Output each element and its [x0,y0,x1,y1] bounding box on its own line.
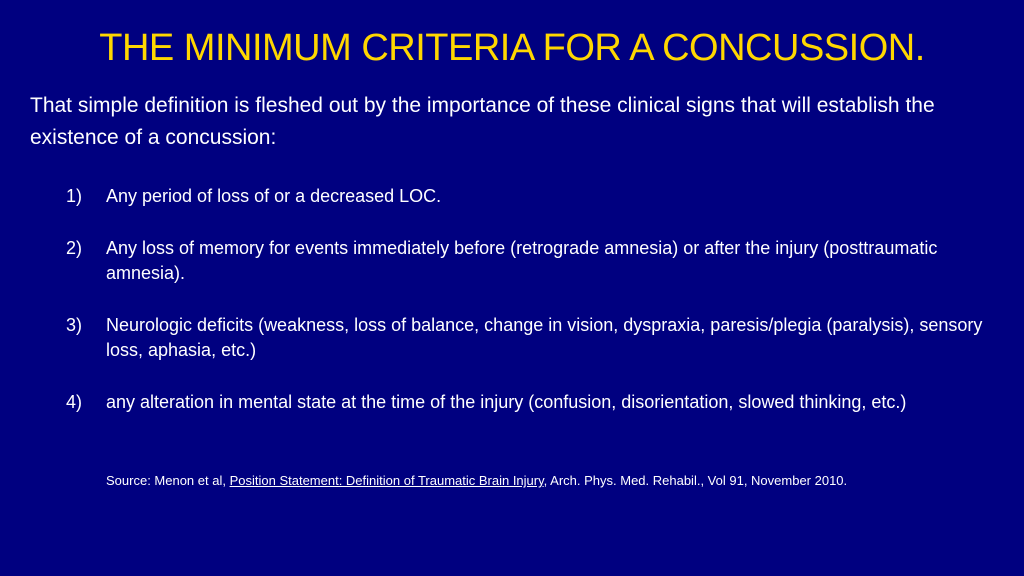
list-item-number: 1) [66,186,83,206]
list-item-number: 3) [66,315,83,335]
source-citation [106,472,1006,490]
list-item-text: Neurologic deficits (weakness, loss of balance, change in vision, dyspraxia, paresis/plegia (paralysis), sensory loss, aphasia, etc.) [106,315,983,360]
list-item-text: any alteration in mental state at the time of the injury (confusion, disorientation, slowed thinking, etc.) [106,392,907,412]
list-item [66,184,996,209]
criteria-list [66,184,996,442]
intro-text: That simple definition is fleshed out by the importance of these clinical signs that will establish the existence of a concussion: [30,94,935,149]
list-item [66,390,996,415]
source-link[interactable]: Position Statement: Definition of Traumatic Brain Injury [229,473,544,488]
list-item [66,313,996,363]
list-item-text: Any loss of memory for events immediately before (retrograde amnesia) or after the injury (posttraumatic amnesia). [106,238,938,283]
source-suffix: , Arch. Phys. Med. Rehabil., Vol 91, November 2010. [543,473,848,488]
list-item-text: Any period of loss of or a decreased LOC. [106,186,442,206]
slide-title: THE MINIMUM CRITERIA FOR A CONCUSSION. [99,27,925,69]
list-item-number: 4) [66,392,83,412]
list-item [66,236,996,286]
source-prefix: Source: Menon et al, [106,473,230,488]
list-item-number: 2) [66,238,83,258]
